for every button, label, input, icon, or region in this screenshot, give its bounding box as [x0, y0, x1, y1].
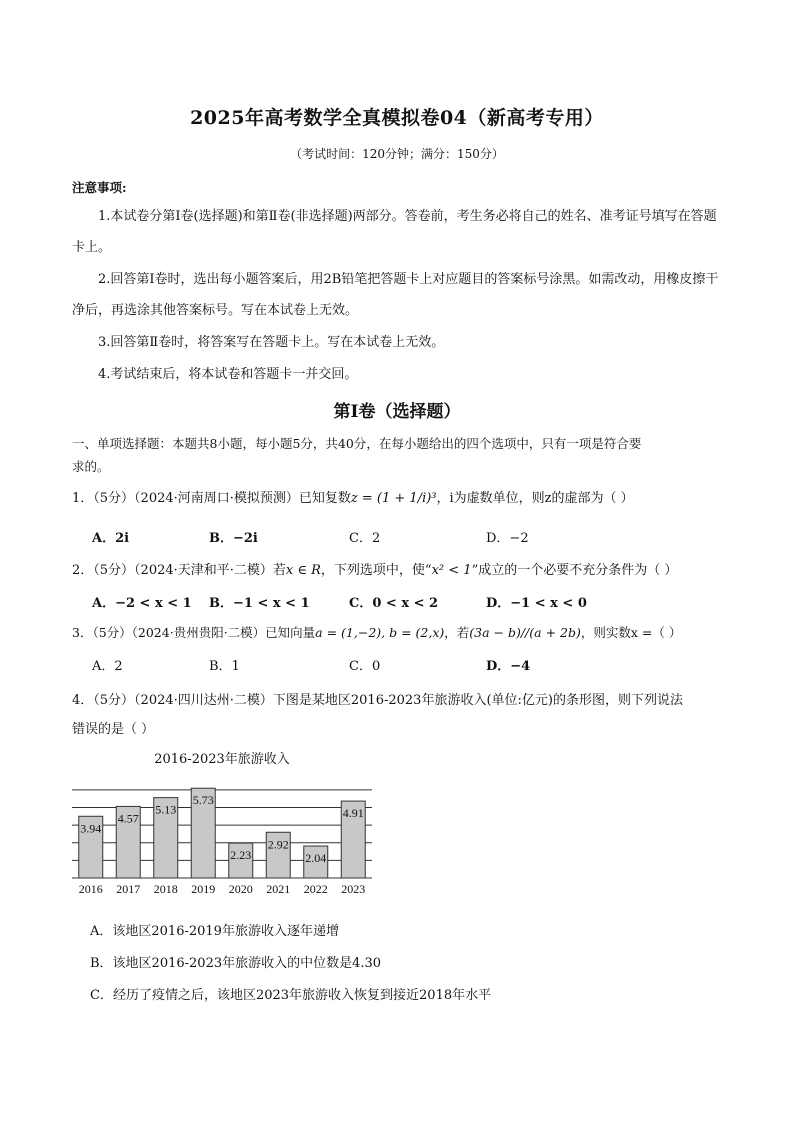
question-1-suffix: ，i为虚数单位，则z的虚部为（ ）: [436, 491, 634, 506]
data-label-2021: 2.92: [267, 837, 289, 852]
question-2-option-d[interactable]: D．−1 < x < 0: [486, 596, 587, 611]
question-2-mid: ，下列选项中，使“: [320, 563, 432, 578]
tick-label-2018: 2018: [153, 882, 178, 896]
question-1-option-a[interactable]: A．2i: [92, 531, 130, 546]
question-1-option-b[interactable]: B．−2i: [209, 531, 258, 546]
question-4-line2: 错误的是（ ）: [72, 722, 155, 737]
notice-item-3: 3.回答第Ⅱ卷时，将答案写在答题卡上。写在本试卷上无效。: [98, 335, 445, 350]
data-label-2023: 4.91: [342, 806, 364, 821]
data-label-2016: 3.94: [80, 821, 102, 836]
question-3-prefix: 3．（5分）（2024·贵州贵阳·二模）已知向量: [72, 625, 316, 640]
chart-title: 2016-2023年旅游收入: [154, 752, 290, 767]
part-description-line1: 一、单项选择题：本题共8小题，每小题5分，共40分，在每小题给出的四个选项中，只有一项是符合要: [72, 436, 642, 451]
data-label-2018: 5.13: [155, 802, 177, 817]
question-1: [72, 487, 732, 506]
question-4-option-b[interactable]: B．该地区2016-2023年旅游收入的中位数是4.30: [90, 956, 382, 971]
tick-label-2023: 2023: [341, 882, 366, 896]
question-3-option-b[interactable]: B．1: [209, 659, 240, 674]
question-3-vectors: a = (1,−2), b = (2,x): [315, 625, 445, 640]
question-2-option-b[interactable]: B．−1 < x < 1: [209, 596, 310, 611]
notice-item-1: 1.本试卷分第Ⅰ卷(选择题)和第Ⅱ卷(非选择题)两部分。答卷前，考生务必将自己的姓名、准考证号填写在答题卡上。: [72, 209, 717, 255]
question-2: [72, 559, 732, 578]
notice-heading: 注意事项:: [72, 180, 127, 195]
tick-label-2020: 2020: [228, 882, 253, 896]
tick-label-2022: 2022: [303, 882, 328, 896]
exam-title: 2025年高考数学全真模拟卷04（新高考专用）: [190, 107, 604, 129]
question-1-expression: z = (1 + 1/i)³: [350, 491, 437, 506]
data-label-2019: 5.73: [192, 793, 214, 808]
question-3-option-d[interactable]: D．−4: [486, 659, 531, 674]
question-3: [72, 623, 732, 641]
question-2-option-a[interactable]: A．−2 < x < 1: [92, 596, 192, 611]
question-1-option-c[interactable]: C．2: [349, 531, 381, 546]
question-1-prefix: 1．（5分）（2024·河南周口·模拟预测）已知复数: [72, 491, 351, 506]
bar-chart: [60, 770, 390, 900]
question-4-line1: 4．（5分）（2024·四川达州·二模）下图是某地区2016-2023年旅游收入(单位:亿元)的条形图，则下列说法: [72, 693, 683, 708]
question-3-option-a[interactable]: A．2: [92, 659, 123, 674]
question-3-mid: ，若: [444, 625, 470, 640]
tick-label-2019: 2019: [191, 882, 216, 896]
part-description-line2: 求的。: [72, 459, 110, 474]
notice-item-2: 2.回答第Ⅰ卷时，选出每小题答案后，用2B铅笔把答题卡上对应题目的答案标号涂黑。如需改动，用橡皮擦干净后，再选涂其他答案标号。写在本试卷上无效。: [72, 272, 719, 318]
question-4-option-c[interactable]: C．经历了疫情之后，该地区2023年旅游收入恢复到接近2018年水平: [90, 988, 492, 1003]
notice-item-4: 4.考试结束后，将本试卷和答题卡一并交回。: [98, 367, 358, 382]
tick-label-2016: 2016: [78, 882, 103, 896]
question-2-inequality: x² < 1: [431, 563, 472, 578]
data-label-2017: 4.57: [117, 811, 139, 826]
tick-label-2021: 2021: [266, 882, 291, 896]
section-title: 第Ⅰ卷（选择题）: [333, 402, 461, 422]
question-4-option-a[interactable]: A．该地区2016-2019年旅游收入逐年递增: [90, 924, 339, 939]
question-3-suffix: ，则实数x =（ ）: [580, 625, 682, 640]
tick-label-2017: 2017: [116, 882, 141, 896]
question-3-relation: (3a − b)//(a + 2b): [469, 625, 581, 640]
question-2-prefix: 2．（5分）（2024·天津和平·二模）若: [72, 563, 286, 578]
question-2-condition: x ∈ R: [285, 563, 321, 578]
data-label-2022: 2.04: [305, 851, 327, 866]
question-3-option-c[interactable]: C．0: [349, 659, 381, 674]
data-label-2020: 2.23: [230, 848, 252, 863]
exam-subtitle: （考试时间：120分钟；满分：150分）: [290, 147, 504, 161]
question-2-suffix: ”成立的一个必要不充分条件为（ ）: [471, 563, 678, 578]
question-2-option-c[interactable]: C．0 < x < 2: [349, 596, 439, 611]
question-1-option-d[interactable]: D．−2: [486, 531, 529, 546]
